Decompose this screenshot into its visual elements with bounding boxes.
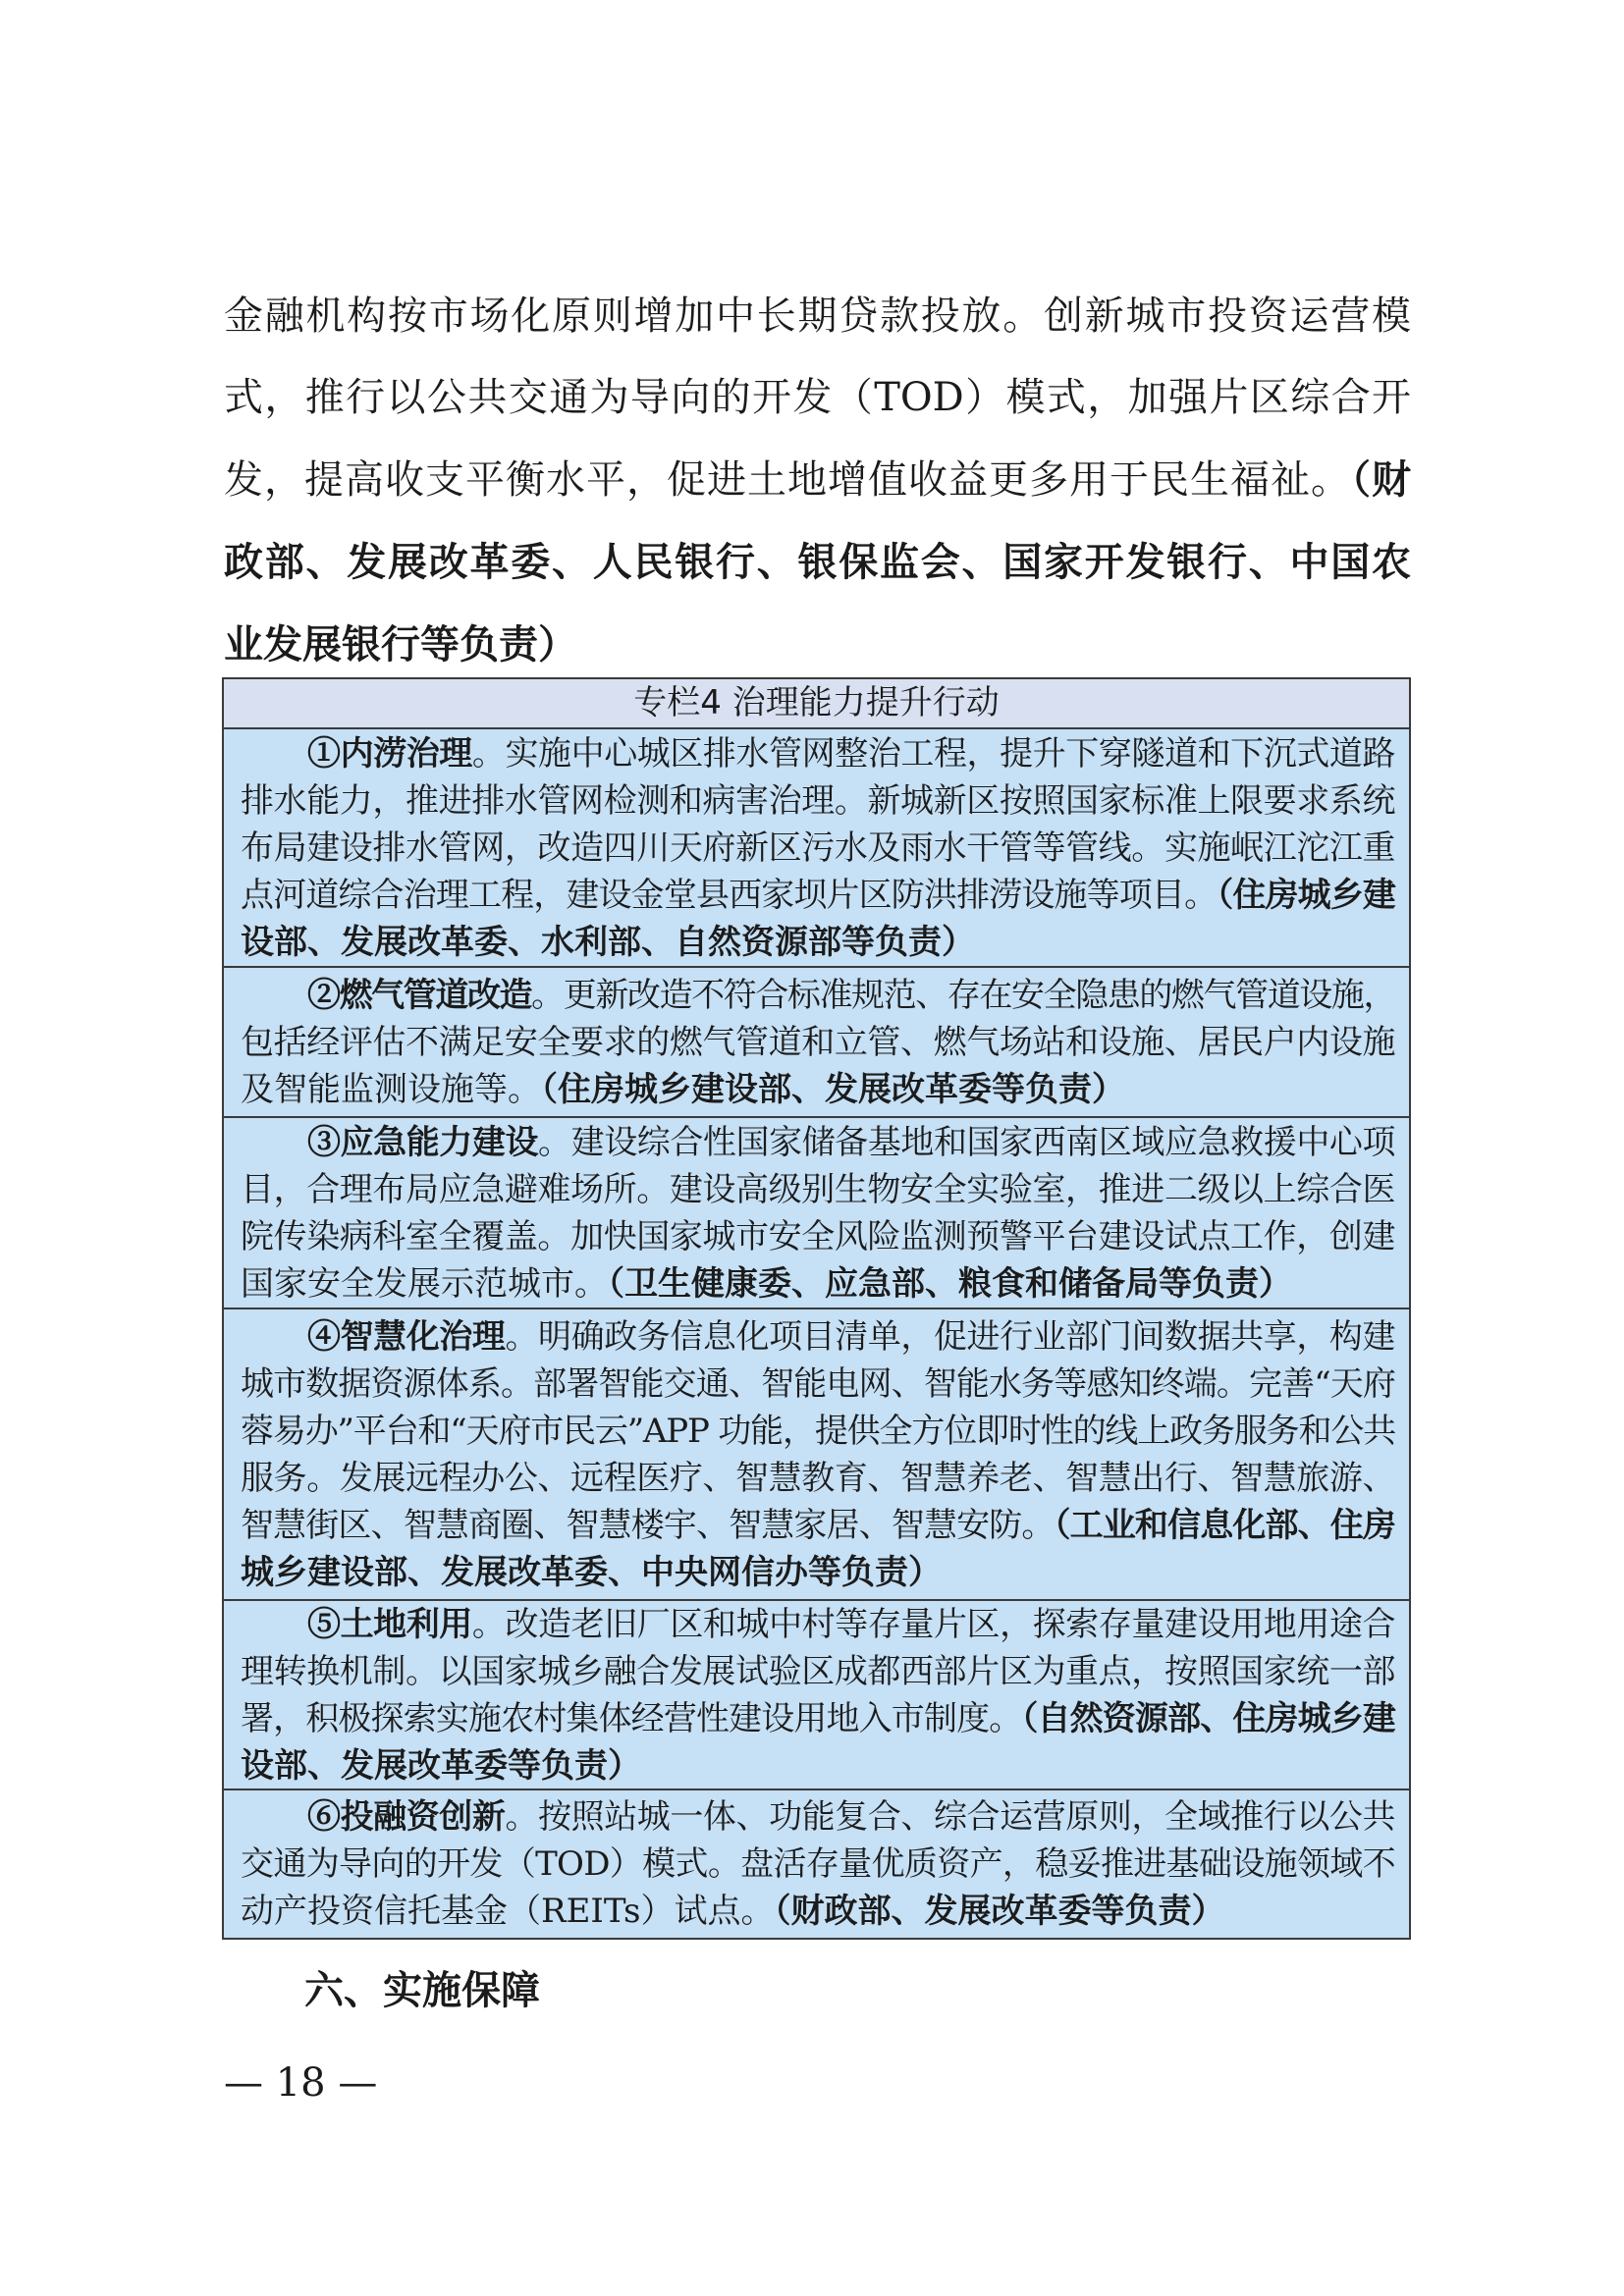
- bold-text-run: ④智慧化治理: [307, 1316, 506, 1357]
- text-line: [241, 1166, 1395, 1213]
- text-line: [241, 1313, 1395, 1361]
- text-run: 服务。发展远程办公、远程医疗、智慧教育、智慧养老、智慧出行、智慧旅游、: [241, 1458, 1395, 1498]
- bold-text-run: （住房城乡建: [1217, 875, 1396, 915]
- bold-text-run: ⑥投融资创新: [307, 1797, 506, 1837]
- text-run: 。更新改造不符合标准规范、存在安全隐患的燃气管道设施，: [531, 975, 1395, 1015]
- table-row: [224, 968, 1409, 1118]
- text-line: [241, 1793, 1395, 1841]
- table-row: [224, 1118, 1409, 1309]
- text-run: 布局建设排水管网，改造四川天府新区污水及雨水干管等管线。实施岷江沱江重: [241, 828, 1395, 868]
- bold-text-run: ②燃气管道改造: [307, 975, 532, 1015]
- text-run: 式，推行以公共交通为导向的开发（TOD）模式，加强片区综合开: [224, 375, 1411, 420]
- text-run: 。改造老旧厂区和城中村等存量片区，探索存量建设用地用途合: [471, 1604, 1395, 1644]
- text-run: 金融机构按市场化原则增加中长期贷款投放。创新城市投资运营模: [224, 294, 1411, 339]
- text-run: 院传染病科室全覆盖。加快国家城市安全风险监测预警平台建设试点工作，创建: [241, 1216, 1395, 1256]
- text-line: [241, 730, 1395, 777]
- bold-text-run: ①内涝治理: [307, 733, 472, 774]
- text-run: 。明确政务信息化项目清单，促进行业部门间数据共享，构建: [505, 1316, 1395, 1357]
- text-run: 理转换机制。以国家城乡融合发展试验区成都西部片区为重点，按照国家统一部: [241, 1651, 1395, 1691]
- text-line: [241, 1019, 1395, 1066]
- text-run: 智慧街区、智慧商圈、智慧楼宇、智慧家居、智慧安防。: [241, 1505, 1055, 1545]
- text-line: [241, 1361, 1395, 1408]
- text-run: 。按照站城一体、功能复合、综合运营原则，全域推行以公共: [505, 1797, 1395, 1837]
- text-line: [241, 825, 1395, 872]
- text-line: [241, 1648, 1395, 1695]
- text-run: 交通为导向的开发（TOD）模式。盘活存量优质资产，稳妥推进基础设施领域不: [241, 1844, 1395, 1884]
- text-run: 动产投资信托基金（REITs）试点。: [241, 1892, 775, 1931]
- bold-text-run: 设部、发展改革委等负责）: [241, 1745, 641, 1786]
- feature-box-table: [222, 677, 1411, 1940]
- text-run: 及智能监测设施等。: [241, 1069, 541, 1109]
- text-run: 城市数据资源体系。部署智能交通、智能电网、智能水务等感知终端。完善“天府: [241, 1363, 1395, 1404]
- text-line: [241, 1260, 1395, 1308]
- text-line: [224, 439, 1411, 521]
- body-paragraph: [224, 276, 1411, 686]
- table-row: [224, 1601, 1409, 1790]
- bold-text-run: （住房城乡建设部、发展改革委等负责）: [541, 1069, 1125, 1109]
- text-line: [241, 1549, 1395, 1596]
- text-line: [241, 1455, 1395, 1502]
- text-line: [241, 1888, 1395, 1935]
- bold-text-run: 业发展银行等负责）: [224, 621, 577, 667]
- text-line: [241, 1502, 1395, 1549]
- page-number: — 18 —: [224, 2060, 378, 2106]
- bold-text-run: 政部、发展改革委、人民银行、银保监会、国家开发银行、中国农: [224, 539, 1411, 585]
- table-row: [224, 1309, 1409, 1601]
- bold-text-run: ⑤土地利用: [307, 1604, 472, 1644]
- text-line: [241, 972, 1395, 1019]
- text-line: [241, 919, 1395, 966]
- text-line: [241, 1066, 1395, 1113]
- bold-text-run: ③应急能力建设: [307, 1122, 539, 1162]
- text-run: 点河道综合治理工程，建设金堂县西家坝片区防洪排涝设施等项目。: [241, 875, 1218, 915]
- table-row: [224, 1790, 1409, 1938]
- text-line: [241, 1119, 1395, 1166]
- bold-text-run: （财: [1351, 456, 1411, 503]
- text-line: [224, 276, 1411, 357]
- text-run: 发，提高收支平衡水平，促进土地增值收益更多用于民生福祉。: [224, 457, 1351, 503]
- text-line: [241, 1841, 1395, 1888]
- text-line: [224, 521, 1411, 604]
- text-run: 包括经评估不满足安全要求的燃气管道和立管、燃气场站和设施、居民户内设施: [241, 1022, 1395, 1062]
- bold-text-run: （财政部、发展改革委等负责）: [774, 1892, 1225, 1931]
- bold-text-run: 城乡建设部、发展改革委、中央网信办等负责）: [241, 1552, 942, 1592]
- section-heading: 六、实施保障: [304, 1968, 540, 2013]
- table-row: [224, 729, 1409, 968]
- bold-text-run: （自然资源部、住房城乡建: [1021, 1698, 1396, 1738]
- text-line: [241, 1742, 1395, 1789]
- text-run: 目，合理布局应急避难场所。建设高级别生物安全实验室，推进二级以上综合医: [241, 1169, 1395, 1209]
- bold-text-run: （卫生健康委、应急部、粮食和储备局等负责）: [608, 1263, 1292, 1304]
- text-run: 蓉易办”平台和“天府市民云”APP 功能，提供全方位即时性的线上政务服务和公共: [241, 1411, 1395, 1451]
- text-line: [241, 1695, 1395, 1742]
- text-run: 。实施中心城区排水管网整治工程，提升下穿隧道和下沉式道路: [471, 733, 1395, 774]
- bold-text-run: 设部、发展改革委、水利部、自然资源部等负责）: [241, 922, 975, 962]
- text-line: [241, 777, 1395, 825]
- text-run: 署，积极探索实施农村集体经营性建设用地入市制度。: [241, 1698, 1022, 1738]
- text-line: [241, 1601, 1395, 1648]
- text-line: [224, 357, 1411, 439]
- text-line: [241, 1408, 1395, 1455]
- text-line: [224, 604, 1411, 686]
- text-line: [241, 872, 1395, 919]
- text-line: [241, 1213, 1395, 1260]
- text-run: 。建设综合性国家储备基地和国家西南区域应急救援中心项: [538, 1122, 1395, 1162]
- bold-text-run: （工业和信息化部、住房: [1054, 1505, 1395, 1545]
- table-header: 专栏4 治理能力提升行动: [224, 679, 1409, 729]
- text-run: 排水能力，推进排水管网检测和病害治理。新城新区按照国家标准上限要求系统: [241, 780, 1395, 821]
- text-run: 国家安全发展示范城市。: [241, 1263, 608, 1304]
